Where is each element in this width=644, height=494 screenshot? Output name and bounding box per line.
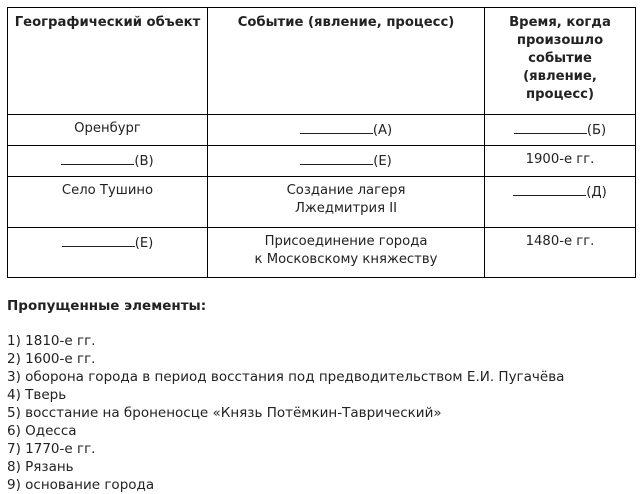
list-item: 5) восстание на броненосце «Князь Потёмкин-Таврический»: [7, 405, 442, 421]
blank-label: (Б): [586, 123, 607, 138]
list-item: 3) оборона города в период восстания под предводительством Е.И. Пугачёва: [7, 369, 565, 385]
answer-blank: [300, 120, 373, 134]
blank-label: (А): [372, 123, 393, 138]
blank-label: (Е): [373, 154, 392, 169]
blank-label: (В): [134, 154, 154, 169]
worksheet: [7, 7, 635, 493]
answer-blank: [62, 233, 135, 247]
cell-event: [208, 146, 485, 177]
cell-time: 1900-е гг.: [485, 146, 636, 177]
event-text-line: к Московскому княжеству: [254, 252, 438, 267]
missing-elements-list: [7, 332, 564, 494]
table-row: [8, 146, 636, 177]
cell-event: [208, 177, 485, 228]
list-item: 1) 1810-е гг.: [7, 333, 96, 349]
table-header-row: [8, 8, 636, 115]
list-item: 9) основание города: [7, 477, 155, 493]
blank-label: (Д): [586, 185, 607, 200]
missing-elements-title: Пропущенные элементы:: [7, 298, 207, 314]
cell-object: [8, 228, 208, 278]
history-table: [7, 7, 636, 278]
cell-event: [208, 115, 485, 146]
blank-label: (Е): [134, 236, 154, 251]
event-text-line: Создание лагеря: [286, 183, 406, 198]
cell-event: [208, 228, 485, 278]
table-row: [8, 115, 636, 146]
header-time: Время, когда произошло событие (явление, процесс): [485, 8, 636, 115]
answer-blank: [513, 182, 586, 196]
cell-object: [8, 146, 208, 177]
list-item: 6) Одесса: [7, 423, 77, 439]
list-item: 4) Тверь: [7, 387, 67, 403]
cell-time: 1480-е гг.: [485, 228, 636, 278]
cell-object: Оренбург: [8, 115, 208, 146]
list-item: 7) 1770-е гг.: [7, 441, 96, 457]
answer-blank: [61, 151, 134, 165]
answer-blank: [300, 151, 373, 165]
header-geographic-object: Географический объект: [8, 8, 208, 115]
cell-time: [485, 177, 636, 228]
table-row: [8, 177, 636, 228]
answer-blank: [514, 120, 587, 134]
list-item: 2) 1600-е гг.: [7, 351, 96, 367]
event-text-line: Присоединение города: [264, 234, 428, 249]
list-item: 8) Рязань: [7, 459, 74, 475]
table-row: [8, 228, 636, 278]
event-text-line: Лжедмитрия II: [294, 201, 398, 216]
cell-time: [485, 115, 636, 146]
header-event: Событие (явление, процесс): [208, 8, 485, 115]
cell-object: Село Тушино: [8, 177, 208, 228]
